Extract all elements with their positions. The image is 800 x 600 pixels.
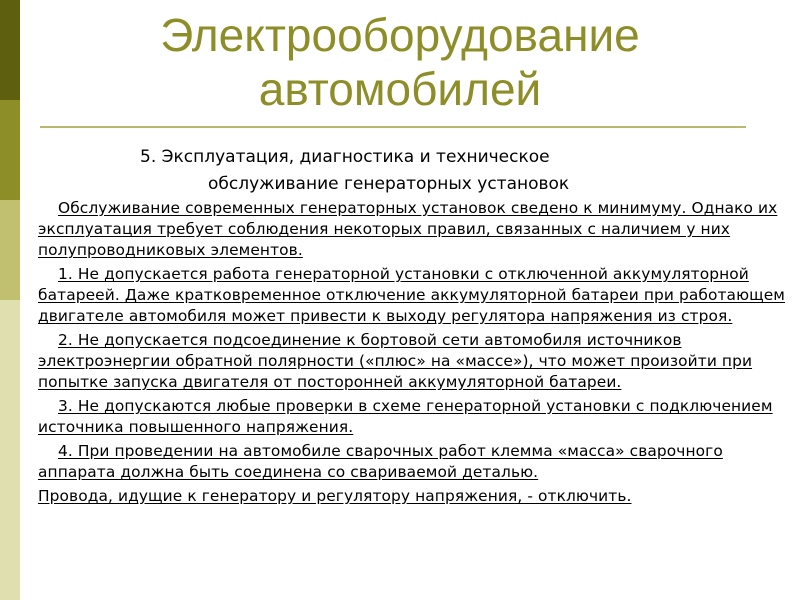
left-bar-segment-2 — [0, 100, 20, 200]
paragraph-rule-2: 2. Не допускается подсоединение к бортовой сети автомобиля источников электроэнергии обратной полярности («плюс» на «массе»), что может произойти при попытке запуска двигателя от посторонней аккумуляторной батареи. — [38, 331, 753, 391]
left-decor-bar — [0, 0, 20, 600]
left-bar-segment-3 — [0, 200, 20, 300]
paragraph-rule-3: 3. Не допускаются любые проверки в схеме генераторной установки с подключением источника повышенного напряжения. — [38, 397, 773, 436]
paragraph-wires-note: Провода, идущие к генератору и регулятору напряжения, - отключить. — [38, 487, 632, 505]
left-bar-segment-4 — [0, 300, 20, 600]
subtitle-line-1: 5. Эксплуатация, диагностика и техническое — [140, 147, 550, 167]
slide-title-line-1: Электрооборудование — [160, 9, 640, 61]
slide-body — [38, 198, 790, 510]
paragraph-intro: Обслуживание современных генераторных установок сведено к минимуму. Однако их эксплуатация требует соблюдения некоторых правил, связанных с наличием у них полупроводниковых элементов. — [38, 199, 778, 259]
subtitle-line-2: обслуживание генераторных установок — [208, 174, 570, 194]
paragraph-rule-1: 1. Не допускается работа генераторной установки с отключенной аккумуляторной батареей. Даже кратковременное отключение аккумуляторной батареи при работающем двигателе автомобиля может привести к выходу регулятора напряжения из строя. — [38, 265, 786, 325]
slide-title-line-2: автомобилей — [258, 63, 542, 115]
slide-title — [40, 8, 760, 116]
left-bar-segment-1 — [0, 0, 20, 100]
title-divider — [40, 126, 746, 128]
paragraph-rule-4: 4. При проведении на автомобиле сварочных работ клемма «масса» сварочного аппарата должна быть соединена со свариваемой деталью. — [38, 442, 723, 481]
